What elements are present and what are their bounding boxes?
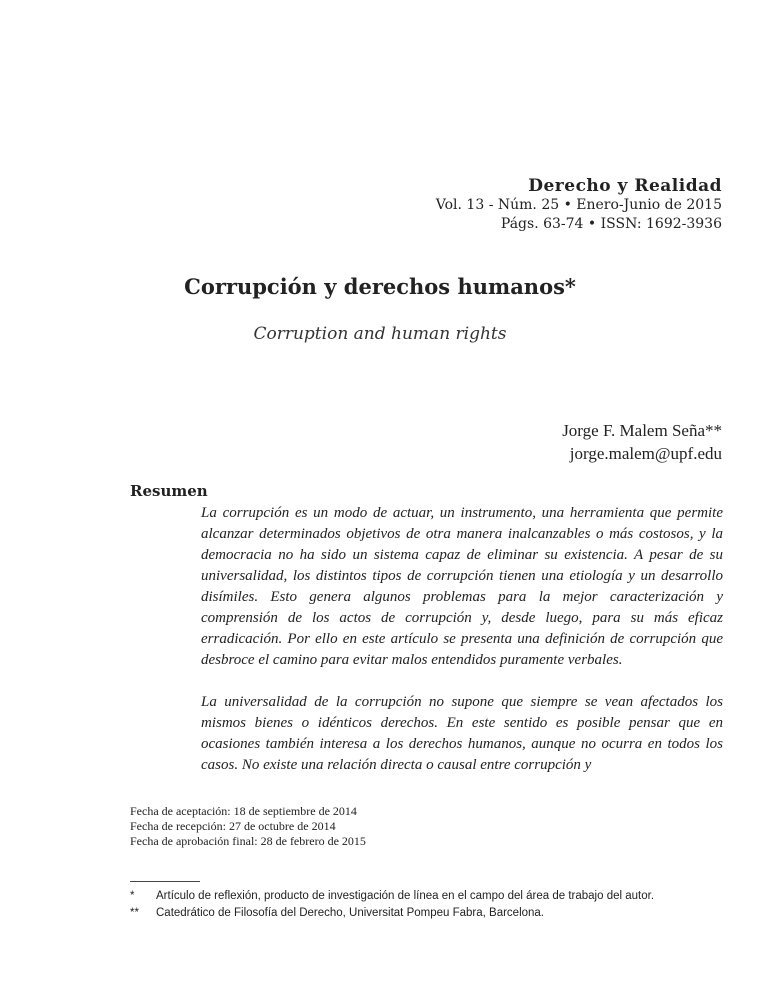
- footnote-text: Artículo de reflexión, producto de investigación de línea en el campo del área de trabajo del autor.: [156, 890, 655, 902]
- date-acceptance: Fecha de aceptación: 18 de septiembre de 2014: [130, 804, 357, 818]
- date-reception: Fecha de recepción: 27 de octubre de 2014: [130, 819, 336, 833]
- footnote-mark: *: [130, 890, 135, 902]
- author-name: Jorge F. Malem Seña**: [562, 421, 722, 440]
- journal-volume: Vol. 13 - Núm. 25 • Enero-Junio de 2015: [435, 197, 722, 213]
- journal-pages: Págs. 63-74 • ISSN: 1692-3936: [500, 216, 722, 232]
- date-final-approval: Fecha de aprobación final: 28 de febrero de 2015: [130, 834, 366, 848]
- journal-name: Derecho y Realidad: [528, 176, 722, 196]
- dates-block: [130, 804, 730, 849]
- article-subtitle: Corruption and human rights: [253, 324, 507, 344]
- article-title: Corrupción y derechos humanos*: [184, 274, 576, 299]
- footnote: [130, 905, 730, 922]
- abstract-paragraph: La corrupción es un modo de actuar, un instrumento, una herramienta que permite alcanzar determinados objetivos de otra manera inalcanzables o más costosos, y la democracia no ha sido un sistema capaz de eliminar su existencia. A pesar de su universalidad, los distintos tipos de corrupción tienen una etiología y un desarrollo disímiles. Esto genera algunos problemas para la mejor caracterización y comprensión de los actos de corrupción y, desde luego, para su más eficaz erradicación. Por ello en este artículo se presenta una definición de corrupción que desbroce el camino para evitar malos entendidos puramente verbales.: [201, 505, 723, 668]
- abstract-body: [201, 503, 723, 776]
- footnotes: [130, 888, 730, 922]
- journal-header: [436, 176, 722, 234]
- footnote-text: Catedrático de Filosofía del Derecho, Universitat Pompeu Fabra, Barcelona.: [156, 907, 545, 919]
- footnote-mark: **: [130, 907, 139, 919]
- abstract-heading: Resumen: [130, 482, 208, 500]
- footnote: [130, 888, 730, 905]
- abstract-paragraph: La universalidad de la corrupción no supone que siempre se vean afectados los mismos bienes o idénticos derechos. En este sentido es posible pensar que en ocasiones también interesa a los derechos humanos, aunque no ocurra en todos los casos. No existe una relación directa o causal entre corrupción y: [201, 694, 723, 773]
- footnote-divider: [130, 881, 200, 882]
- author-email[interactable]: jorge.malem@upf.edu: [569, 444, 722, 463]
- body-flow: [130, 481, 730, 942]
- author-block: [562, 419, 722, 465]
